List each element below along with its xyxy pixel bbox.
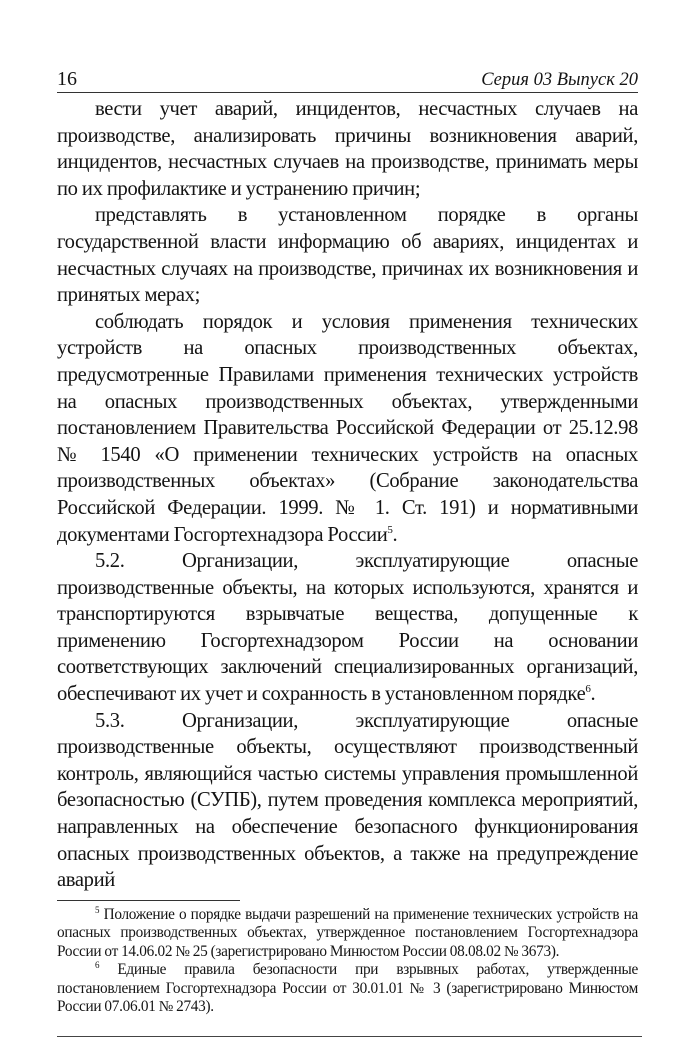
paragraph-section-5-3: 5.3. Организации, эксплуатирующие опасные производственные объекты, осуществляют производственный контроль, являющийся частью системы управления промышленной безопасностью (СУПБ), путем проведения комплекса мероприятий, направленных на обеспечение безопасного функционирования опасных производственных объектов, а также на предупреждение аварий [57,709,638,892]
footnote-ref-5[interactable]: 5 [387,523,393,536]
paragraph-record-accidents: вести учет аварий, инцидентов, несчастных случаев на производстве, анализировать причины возникновения аварий, инцидентов, несчастных случаев на производстве, принимать меры по их профилактике и устранению причин; [57,98,638,200]
footnote-mark: 5 [95,904,100,915]
footnote-separator [57,900,240,901]
paragraph-section-5-2: 5.2. Организации, эксплуатирующие опасные производственные объекты, на которых используются, хранятся и транспортируются взрывчатые вещества, допущенные к применению Госгортехнадзором России на основании соответствующих заключений специализированных организаций, обеспечивают их учет и сохранность в установленном порядке$^6$. [57,550,638,706]
footnote-6: $^6$ Единые правила безопасности при взрывных работах, утвержденные постановлением Госгортехнадзора России от 30.01.01 № 3 (зарегистрировано Минюстом России 07.06.01 № 2743). [57,960,638,1016]
footnote-5: $^5$ Положение о порядке выдачи разрешений на применение технических устройств на опасных производственных объектах, утвержденное постановлением Госгортехнадзора России от 14.06.02 № 25 (зарегистрировано Минюстом России 08.08.02 № 3673). [57,904,638,960]
footnote-ref-6[interactable]: 6 [585,683,591,696]
running-header [57,62,638,93]
paragraph-technical-devices: соблюдать порядок и условия применения технических устройств на опасных производственных объектах, предусмотренные Правилами применения технических устройств на опасных производственных объектах, утвержденными постановлением Правительства Российской Федерации от 25.12.98 № 1540 «О применении технических устройств на опасных производственных объектах» (Собрание законодательства Российской Федерации. 1999. № 1. Ст. 191) и нормативными документами Госгортехнадзора России$^5$. [57,310,638,546]
document-page [57,62,638,1037]
series-title: Серия 03 Выпуск 20 [481,70,638,90]
paragraph-report-to-authorities: представлять в установленном порядке в органы государственной власти информацию об авариях, инцидентах и несчастных случаях на производстве, причинах их возникновения и принятых мерах; [57,204,638,307]
footnote-mark: 6 [95,960,100,971]
page-number: 16 [57,68,77,90]
footnotes [57,906,638,1017]
body-text [57,96,638,894]
